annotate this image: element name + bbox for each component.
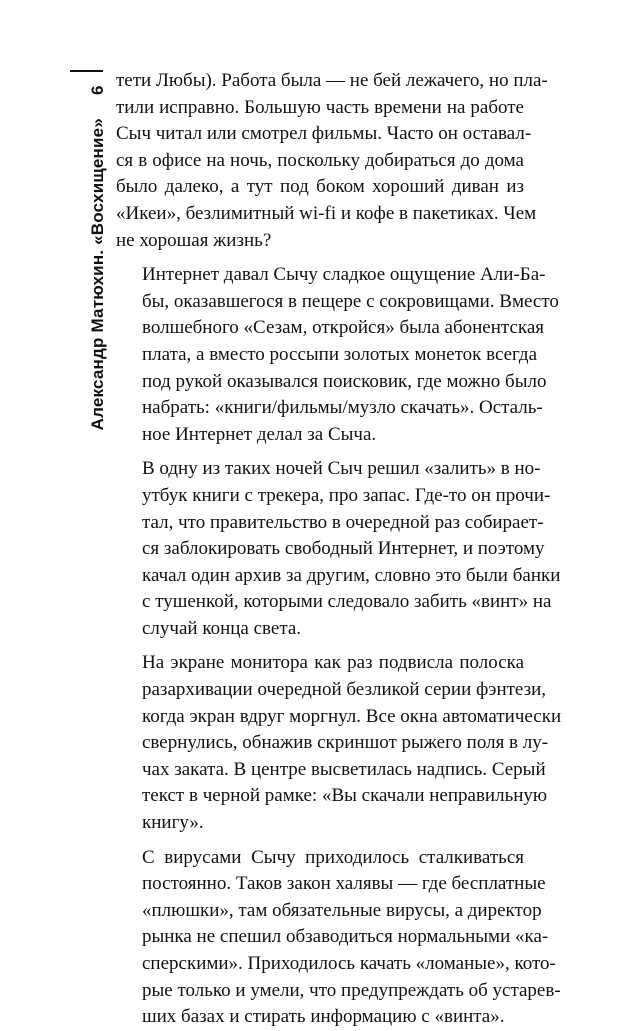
- text-line: набрать: «книги/фильмы/музло скачать». Осталь-: [142, 397, 543, 419]
- text-line: под рукой оказывался поисковик, где можно было: [142, 370, 547, 392]
- text-line: когда экран вдруг моргнул. Все окна автоматически: [142, 705, 562, 727]
- text-line: тал, что правительство в очередной раз собирает-: [142, 511, 544, 533]
- paragraph: [116, 68, 548, 254]
- body-text: [116, 68, 562, 1031]
- paragraph: [116, 845, 561, 1031]
- paragraph: [116, 456, 561, 642]
- text-line: ших базах и стирать информацию с «винта».: [142, 1006, 505, 1028]
- text-line: рынка не спешил обзаводиться нормальными «ка-: [142, 926, 549, 948]
- running-title: Александр Матюхин. «Восхищение»: [88, 118, 107, 431]
- text-line: ся заблокировать свободный Интернет, и поэтому: [142, 538, 545, 560]
- text-line: с тушенкой, которыми следовало забить «винт» на: [142, 591, 552, 613]
- text-line: волшебного «Сезам, откройся» была абонентская: [142, 317, 544, 339]
- text-line: На экране монитора как раз подвисла полоска: [142, 652, 524, 674]
- text-line: было далеко, а тут под боком хороший диван из: [116, 176, 524, 198]
- text-line: не хорошая жизнь?: [116, 229, 272, 251]
- text-line: В одну из таких ночей Сыч решил «залить» в но-: [142, 458, 541, 480]
- text-line: случай конца света.: [142, 617, 302, 639]
- text-line: тили исправно. Большую часть времени на работе: [116, 96, 524, 118]
- text-line: С вирусами Сычу приходилось сталкиваться: [142, 846, 524, 868]
- text-line: рые только и умели, что предупреждать об устарев-: [142, 979, 561, 1001]
- text-line: сперскими». Приходилось качать «ломаные», кото-: [142, 953, 556, 974]
- text-line: чах заката. В центре высветилась надпись. Серый: [142, 758, 546, 780]
- paragraph: [116, 650, 562, 836]
- text-line: постоянно. Таков закон халявы — где бесплатные: [142, 873, 546, 895]
- text-line: Сыч читал или смотрел фильмы. Часто он оставал-: [116, 123, 532, 145]
- text-line: тети Любы). Работа была — не бей лежачего, но пла-: [116, 70, 548, 91]
- text-line: утбук книги с трекера, про запас. Где-то он прочи-: [142, 484, 551, 506]
- text-line: текст в черной рамке: «Вы скачали неправильную: [142, 785, 548, 807]
- text-line: свернулись, обнажив скриншот рыжего поля в лу-: [142, 732, 549, 754]
- text-line: Интернет давал Сычу сладкое ощущение Али-Ба-: [142, 264, 546, 286]
- text-line: «Икеи», безлимитный wi-fi и кофе в пакетиках. Чем: [116, 202, 537, 224]
- text-line: ное Интернет делал за Сыча.: [142, 423, 377, 445]
- text-line: качал один архив за другим, словно это были банки: [142, 564, 561, 586]
- text-line: «плюшки», там обязательные вирусы, а директор: [142, 899, 542, 921]
- text-line: плата, а вместо россыпи золотых монеток всегда: [142, 343, 538, 365]
- paragraph: [116, 262, 559, 448]
- page-number: 6: [88, 85, 107, 95]
- header-rule: [70, 70, 103, 72]
- text-line: ся в офисе на ночь, поскольку добираться до дома: [116, 149, 524, 171]
- text-line: книгу».: [142, 812, 204, 834]
- text-line: разархивации очередной безликой серии фэнтези,: [142, 679, 547, 701]
- text-line: бы, оказавшегося в пещере с сокровищами. Вместо: [142, 290, 559, 312]
